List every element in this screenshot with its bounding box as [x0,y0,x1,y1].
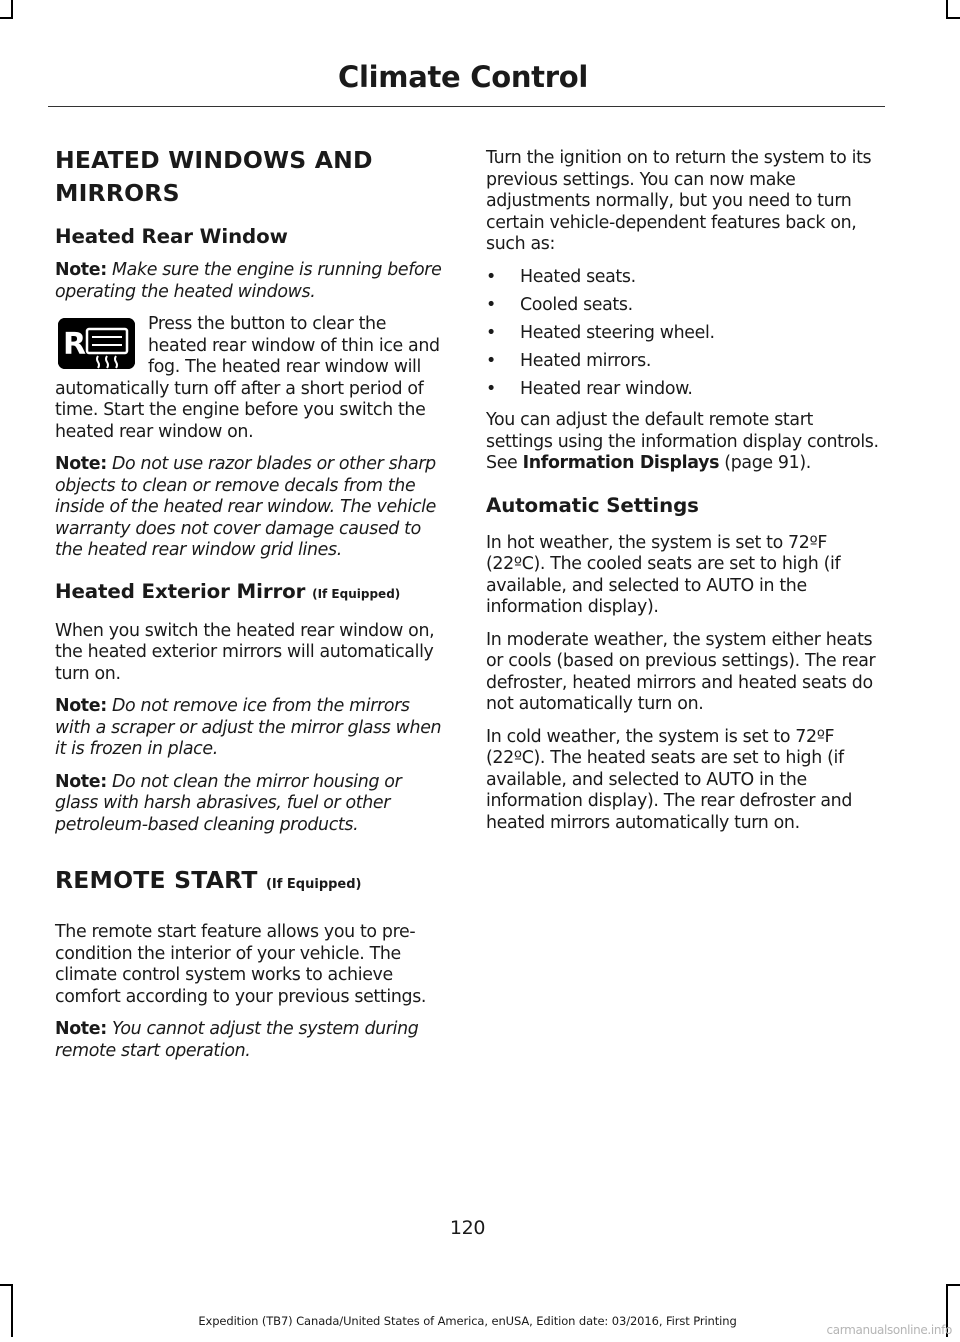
note-engine-running [55,260,448,303]
watermark: carmanualsonline.info [826,1323,952,1337]
subheading-automatic-settings: Automatic Settings [486,493,699,517]
list-item: • Cooled seats. [486,294,633,315]
note-label: Note: [55,260,107,280]
note-text: Do not remove ice from the mirrors with a scraper or adjust the mirror glass when it is frozen in place. [55,696,442,759]
mirror-paragraph: When you switch the heated rear window on, the heated exterior mirrors will automatically turn on. [55,620,435,684]
subheading-heated-rear-window: Heated Rear Window [55,225,288,248]
heated-rear-window-paragraph [55,314,448,443]
list-item: • Heated steering wheel. [486,322,715,343]
note-text: Do not use razor blades or other sharp objects to clean or remove decals from the inside of the heated rear window. The vehicle warranty does not cover damage caused to the heated rear window grid lines. [55,454,436,560]
feature-list [486,267,881,401]
note-label: Note: [55,771,107,792]
bullet-icon: • [486,294,496,315]
left-column [55,144,448,1073]
note-harsh-abrasives [55,772,448,837]
section-heading-remote-start [55,865,448,900]
bullet-icon: • [486,350,496,371]
section-heading-heated-windows: HEATED WINDOWS AND MIRRORS [55,146,373,207]
note-razor-blades [55,454,448,562]
crop-mark-top-right-v [946,0,948,18]
crop-mark-top-left-h [0,17,13,19]
if-equipped-label: (If Equipped) [312,586,401,601]
crop-mark-bottom-left-h [0,1284,13,1286]
hot-weather-paragraph: In hot weather, the system is set to 72ºF (22ºC). The cooled seats are set to high (if available, and selected to AUTO in the information display). [486,532,841,617]
list-item: • Heated seats. [486,266,636,287]
page-number: 120 [449,1217,486,1239]
icon-letter: R [63,327,86,362]
edition-footer: Expedition (TB7) Canada/United States of America, enUSA, Edition date: 03/2016, First Printing [198,1314,737,1328]
moderate-weather-paragraph: In moderate weather, the system either heats or cools (based on previous settings). The rear defroster, heated mirrors and heated seats do not automatically turn on. [486,629,876,714]
section-heading-text: REMOTE START [55,866,258,894]
subheading-heated-exterior-mirror [55,579,448,607]
right-column [486,148,881,845]
heated-rear-window-icon [58,318,135,369]
note-label: Note: [55,696,107,716]
bullet-icon: • [486,322,496,343]
note-text: Make sure the engine is running before operating the heated windows. [55,260,442,302]
information-displays-link[interactable]: Information Displays [522,453,720,473]
crop-mark-top-left-v [11,0,13,18]
bullet-icon: • [486,266,496,287]
remote-start-paragraph: The remote start feature allows you to pre-condition the interior of your vehicle. The climate control system works to achieve comfort according to your previous settings. [55,922,427,1007]
cold-weather-paragraph: In cold weather, the system is set to 72ºF (22ºC). The heated seats are set to high (if available, and selected to AUTO in the information display). The rear defroster and heated mirrors automatically turn on. [486,726,853,833]
note-ice-scraper [55,696,448,761]
ignition-paragraph: Turn the ignition on to return the system to its previous settings. You can now make adjustments normally, but you need to turn certain vehicle-dependent features back on, such as: [486,148,872,254]
note-label: Note: [55,1019,107,1039]
crop-mark-top-right-h [946,17,960,19]
note-label: Note: [55,454,107,474]
note-text: You cannot adjust the system during remote start operation. [55,1019,419,1061]
heated-rear-window-text: Press the button to clear the heated rear window of thin ice and fog. The heated rear window will automatically turn off after a short period of time. Start the engine before you switch the heated rear window on. [55,314,440,442]
header-divider [48,106,885,107]
list-item: • Heated rear window. [486,378,693,399]
subheading-text: Heated Exterior Mirror [55,579,306,603]
if-equipped-label: (If Equipped) [265,877,362,892]
list-item: • Heated mirrors. [486,350,652,371]
adjust-settings-paragraph: You can adjust the default remote start settings using the information display controls. See Information Displays (page 91). [486,410,879,473]
page-title: Climate Control [338,60,588,94]
crop-mark-bottom-right-h [946,1284,960,1286]
note-text: Do not clean the mirror housing or glass with harsh abrasives, fuel or other petroleum-based cleaning products. [55,771,402,835]
note-remote-start [55,1019,448,1062]
bullet-icon: • [486,378,496,399]
